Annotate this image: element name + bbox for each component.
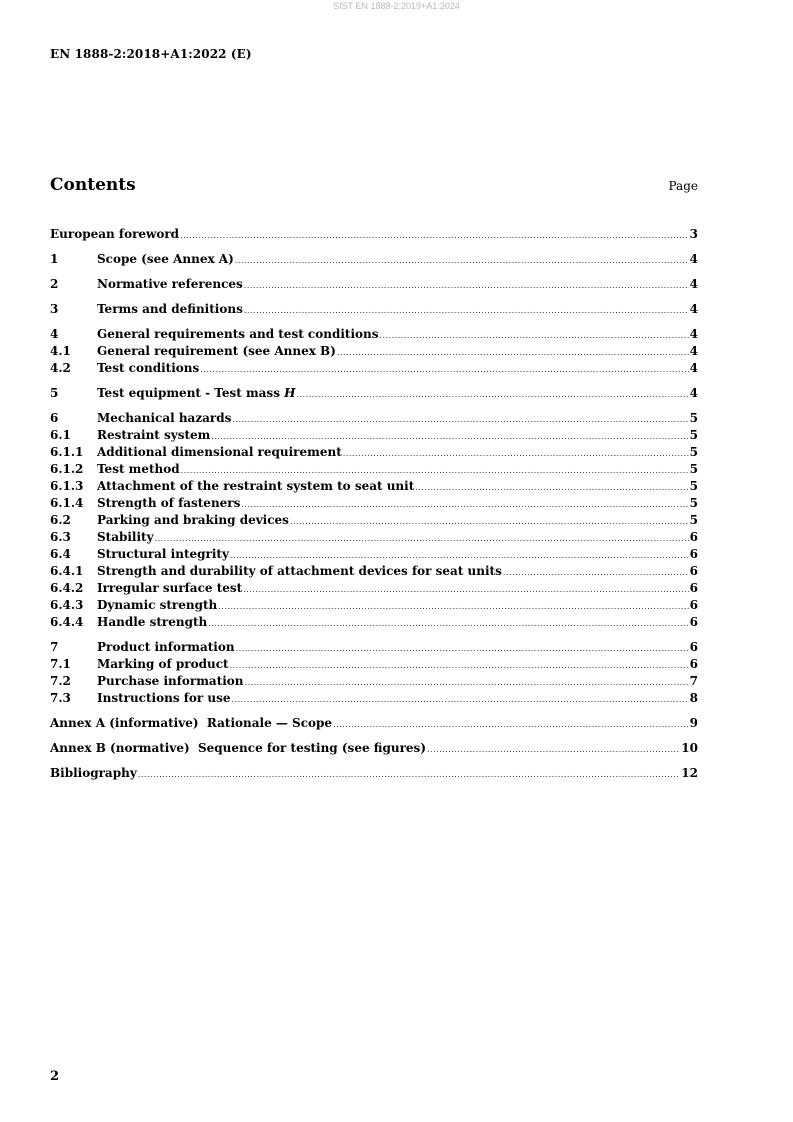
toc-entry[interactable] [50,444,698,461]
toc-entry-number: 6.1 [50,428,71,442]
toc-entry-title-text: Annex A (informative) Rationale — Scope [50,716,333,730]
toc-entry-title-text: Structural integrity [97,547,229,561]
toc-entry-title [97,410,231,427]
toc-entry[interactable] [50,656,698,673]
toc-dot-leader [230,657,689,674]
toc-dot-leader [235,252,689,269]
toc-entry-title-text: Product information [97,640,235,654]
toc-entry-title [50,226,179,243]
toc-entry-title-text: General requirement (see Annex B) [97,344,336,358]
page-column-label: Page [668,179,698,193]
toc-entry-number: 4.1 [50,344,71,358]
toc-entry-page: 4 [689,361,698,375]
toc-entry[interactable] [50,427,698,444]
toc-entry-title-text: General requirements and test conditions [97,327,379,341]
toc-entry-number: 6.3 [50,530,71,544]
toc-entry-page: 8 [689,691,698,705]
toc-entry-number: 6.1.4 [50,496,84,510]
toc-entry[interactable] [50,410,698,427]
toc-entry-number: 6.1.3 [50,479,84,493]
toc-entry-number: 6.4.1 [50,564,84,578]
toc-entry-title-text: Terms and definitions [97,302,243,316]
toc-dot-leader [236,640,689,657]
toc-dot-leader [380,327,689,344]
toc-entry-title [97,360,199,377]
toc-entry-title [97,427,210,444]
toc-entry-title [97,580,242,597]
toc-entry-title [97,673,244,690]
toc-dot-leader [230,547,689,564]
toc-dot-leader [343,445,689,462]
toc-entry-title [97,444,342,461]
toc-dot-leader [200,361,688,378]
toc-entry[interactable] [50,715,698,732]
toc-entry-title-text: Scope (see Annex A) [97,252,234,266]
toc-entry-page: 4 [689,344,698,358]
toc-entry-title-text: Annex B (normative) Sequence for testing (see figures) [50,741,426,755]
toc-dot-leader [503,564,689,581]
toc-entry-page: 5 [689,513,698,527]
toc-entry-number: 5 [50,386,59,400]
toc-entry[interactable] [50,580,698,597]
toc-entry-title-text: Bibliography [50,766,137,780]
toc-entry-title [97,478,414,495]
toc-entry-title [50,765,137,782]
toc-entry-page: 12 [681,766,698,780]
toc-entry-number: 3 [50,302,59,316]
toc-entry-title [97,639,235,656]
toc-entry-title [97,276,243,293]
toc-entry[interactable] [50,597,698,614]
toc-entry-title [97,546,229,563]
toc-entry-page: 5 [689,445,698,459]
toc-entry-number: 6.4 [50,547,71,561]
toc-entry-page: 6 [689,547,698,561]
toc-entry[interactable] [50,690,698,707]
toc-entry-title [97,385,295,402]
toc-entry-page: 4 [689,327,698,341]
toc-entry-title [97,343,336,360]
toc-entry-number: 2 [50,277,59,291]
toc-entry-title [97,301,243,318]
toc-entry-title-text: Strength of fasteners [97,496,241,510]
toc-entry[interactable] [50,614,698,631]
toc-entry-title-italic: H [284,386,296,400]
toc-dot-leader [337,344,689,361]
toc-entry-page: 6 [689,657,698,671]
toc-entry-title-text: Normative references [97,277,243,291]
toc-dot-leader [333,716,689,733]
toc-entry-page: 3 [689,227,698,241]
toc-entry-number: 6.1.1 [50,445,84,459]
toc-entry[interactable] [50,276,698,293]
toc-dot-leader [244,302,689,319]
toc-entry[interactable] [50,343,698,360]
toc-entry[interactable] [50,673,698,690]
toc-entry-page: 9 [689,716,698,730]
toc-entry-title-text: Parking and braking devices [97,513,289,527]
toc-entry-number: 1 [50,252,59,266]
toc-entry-page: 5 [689,496,698,510]
toc-entry[interactable] [50,546,698,563]
toc-dot-leader [245,674,689,691]
toc-dot-leader [232,691,689,708]
toc-entry-page: 4 [689,302,698,316]
toc-dot-leader [290,513,689,530]
toc-entry-page: 6 [689,581,698,595]
toc-entry-page: 10 [681,741,698,755]
toc-dot-leader [243,581,688,598]
toc-entry-title-text: Purchase information [97,674,244,688]
toc-entry[interactable] [50,226,698,243]
toc-entry-title-text: Test method [97,462,180,476]
toc-dot-leader [296,386,688,403]
page-number: 2 [50,1069,60,1084]
toc-entry-number: 6 [50,411,59,425]
toc-entry-title-text: Additional dimensional requirement [97,445,342,459]
toc-entry-title [97,690,231,707]
toc-dot-leader [138,766,681,783]
toc-entry-number: 7.3 [50,691,71,705]
toc-entry-number: 7 [50,640,59,654]
toc-entry-title-text: Attachment of the restraint system to seat unit [97,479,415,493]
toc-entry-title-text: Dynamic strength [97,598,218,612]
toc-entry-title-text: European foreword [50,227,180,241]
toc-entry-page: 6 [689,564,698,578]
toc-entry-page: 7 [689,674,698,688]
toc-entry-title-text: Irregular surface test [97,581,243,595]
toc-entry-title [97,326,379,343]
toc-entry-page: 4 [689,386,698,400]
toc-dot-leader [211,428,688,445]
toc-entry[interactable] [50,461,698,478]
toc-entry-number: 4 [50,327,59,341]
toc-entry-title [97,512,289,529]
toc-entry-page: 5 [689,428,698,442]
toc-entry-title [97,251,234,268]
toc-entry-number: 4.2 [50,361,71,375]
toc-entry-title-text: Handle strength [97,615,208,629]
toc-entry-number: 7.1 [50,657,71,671]
table-of-contents [50,226,698,782]
toc-dot-leader [155,530,689,547]
toc-entry-page: 6 [689,598,698,612]
toc-entry-title-text: Instructions for use [97,691,231,705]
toc-entry-title-text: Mechanical hazards [97,411,232,425]
contents-header [50,175,698,195]
toc-entry[interactable] [50,360,698,377]
toc-entry[interactable] [50,478,698,495]
contents-title: Contents [50,175,136,195]
toc-entry-page: 5 [689,479,698,493]
toc-entry[interactable] [50,765,698,782]
toc-dot-leader [208,615,688,632]
toc-entry-title [97,461,180,478]
toc-entry-title-text: Test conditions [97,361,200,375]
toc-entry[interactable] [50,512,698,529]
toc-dot-leader [241,496,688,513]
toc-dot-leader [181,462,689,479]
toc-entry-title [97,614,207,631]
toc-entry-title [97,495,240,512]
toc-entry-page: 5 [689,411,698,425]
toc-entry-title [97,597,217,614]
toc-entry-number: 7.2 [50,674,71,688]
toc-entry-title-text: Stability [97,530,154,544]
toc-entry-number: 6.4.2 [50,581,84,595]
toc-entry[interactable] [50,740,698,757]
toc-entry-page: 4 [689,252,698,266]
toc-entry-number: 6.4.4 [50,615,84,629]
toc-dot-leader [218,598,688,615]
toc-entry-page: 6 [689,530,698,544]
toc-entry-title-text: Marking of product [97,657,229,671]
toc-dot-leader [415,479,688,496]
toc-entry-number: 6.4.3 [50,598,84,612]
toc-entry-number: 6.1.2 [50,462,84,476]
toc-entry[interactable] [50,301,698,318]
toc-entry[interactable] [50,385,698,402]
toc-entry[interactable] [50,529,698,546]
toc-entry-page: 6 [689,615,698,629]
toc-entry-page: 6 [689,640,698,654]
toc-dot-leader [180,227,689,244]
toc-entry-page: 5 [689,462,698,476]
toc-entry-title-text: Test equipment - Test mass [97,386,285,400]
toc-entry-title [50,740,426,757]
toc-entry[interactable] [50,563,698,580]
toc-entry-title [50,715,332,732]
watermark: SIST EN 1888-2:2019+A1:2024 [333,1,460,11]
toc-dot-leader [232,411,688,428]
toc-entry-number: 6.2 [50,513,71,527]
toc-entry[interactable] [50,495,698,512]
toc-entry-title-text: Strength and durability of attachment devices for seat units [97,564,502,578]
toc-dot-leader [244,277,689,294]
toc-entry[interactable] [50,639,698,656]
toc-entry[interactable] [50,251,698,268]
document-id: EN 1888-2:2018+A1:2022 (E) [50,47,252,61]
toc-entry-title-text: Restraint system [97,428,211,442]
toc-entry-title [97,563,502,580]
toc-entry-page: 4 [689,277,698,291]
toc-entry-title [97,529,154,546]
toc-entry[interactable] [50,326,698,343]
toc-entry-title [97,656,229,673]
toc-dot-leader [427,741,680,758]
